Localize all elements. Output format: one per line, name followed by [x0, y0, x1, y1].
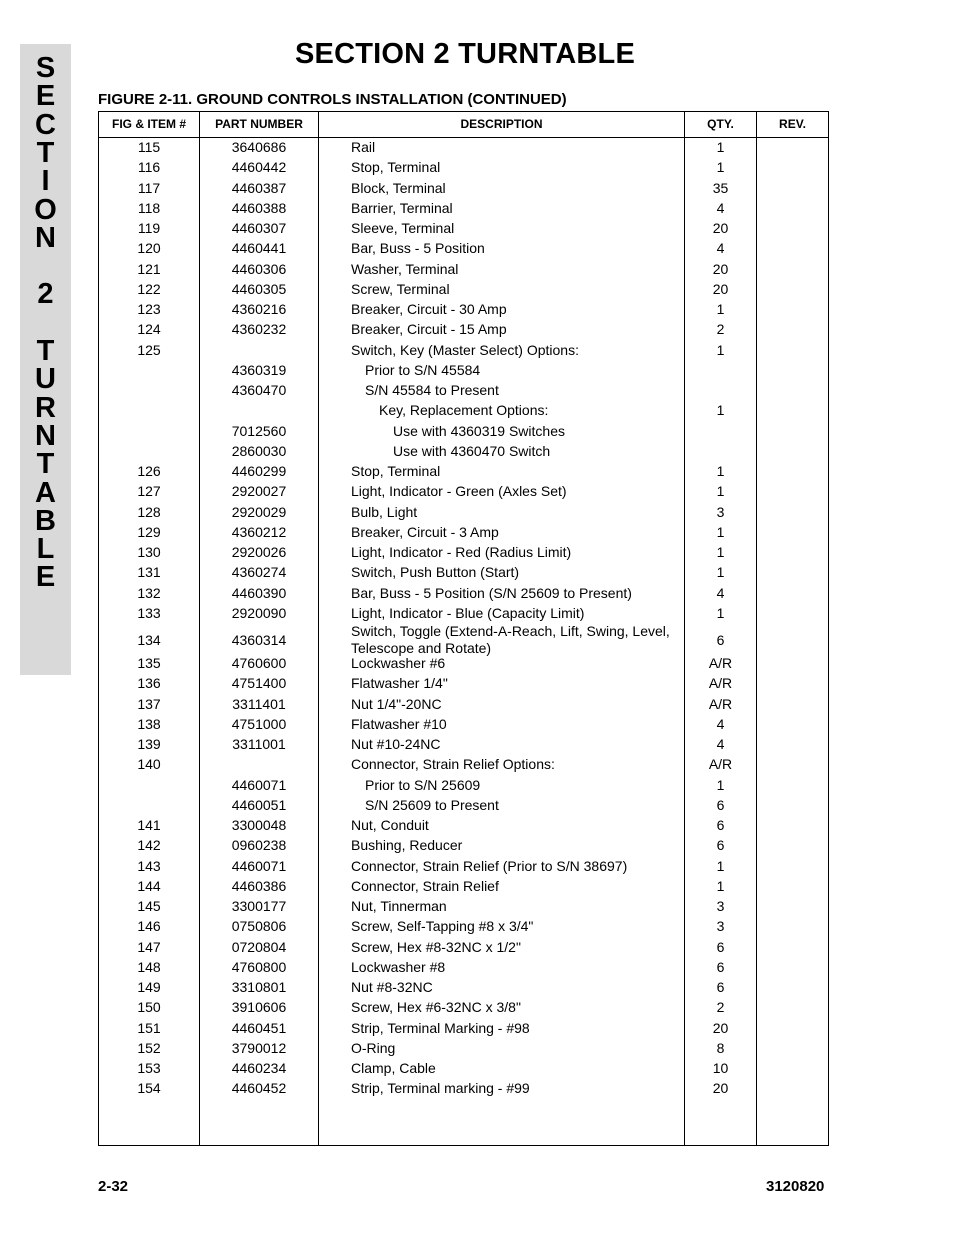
- part-number: 4360232: [231, 321, 287, 338]
- part-number: 2860030: [231, 442, 287, 459]
- part-number: 4460234: [231, 1060, 287, 1076]
- description: Stop, Terminal: [351, 159, 441, 176]
- description: Key, Replacement Options:: [379, 402, 549, 419]
- part-number: 3310801: [231, 979, 287, 995]
- part-number: 4460388: [231, 199, 287, 216]
- quantity: 35: [712, 179, 729, 196]
- part-number: 0960238: [231, 837, 287, 854]
- item-number: 115: [137, 139, 161, 155]
- quantity: 4: [716, 240, 725, 257]
- quantity: 6: [716, 632, 725, 648]
- column-divider: [318, 112, 319, 1145]
- item-number: 121: [137, 260, 161, 277]
- quantity: 10: [712, 1060, 729, 1076]
- quantity: 6: [716, 817, 725, 833]
- item-number: 147: [137, 938, 161, 955]
- part-number: 4460386: [231, 877, 287, 894]
- quantity: 1: [716, 483, 725, 500]
- side-tab-letter: I: [41, 165, 50, 198]
- side-tab-letter: R: [35, 391, 56, 424]
- description: Bar, Buss - 5 Position (S/N 25609 to Present): [351, 584, 632, 601]
- quantity: 20: [712, 1080, 729, 1097]
- part-number: 4460051: [231, 796, 287, 813]
- quantity: 1: [716, 159, 725, 176]
- part-number: 3311401: [232, 695, 286, 712]
- description: S/N 45584 to Present: [365, 382, 499, 398]
- side-tab-letter: T: [36, 448, 55, 481]
- quantity: 2: [716, 999, 725, 1016]
- quantity: 4: [716, 715, 725, 732]
- quantity: 6: [716, 837, 725, 854]
- part-number: 3790012: [231, 1039, 287, 1056]
- item-number: 128: [137, 503, 161, 520]
- section-title: SECTION 2 TURNTABLE: [295, 38, 635, 70]
- header-item: FIG & ITEM #: [111, 117, 186, 131]
- description: Bar, Buss - 5 Position: [351, 240, 485, 257]
- item-number: 138: [137, 715, 161, 732]
- part-number: 4460442: [231, 159, 287, 176]
- description: Barrier, Terminal: [351, 199, 453, 216]
- description: Connector, Strain Relief (Prior to S/N 38697): [351, 857, 628, 874]
- quantity: A/R: [708, 675, 733, 692]
- quantity: 1: [716, 402, 725, 419]
- side-tab-letter: 2: [37, 278, 54, 311]
- part-number: 4751400: [231, 675, 287, 692]
- item-number: 127: [137, 483, 161, 500]
- description: Clamp, Cable: [351, 1060, 436, 1076]
- item-number: 152: [137, 1039, 161, 1056]
- part-number: 0750806: [231, 918, 287, 935]
- item-number: 136: [137, 675, 161, 692]
- item-number: 153: [137, 1060, 161, 1076]
- description: Stop, Terminal: [351, 463, 441, 479]
- side-tab-letter: S: [35, 52, 56, 84]
- item-number: 124: [137, 321, 161, 338]
- side-tab-letter: C: [35, 108, 56, 141]
- quantity: A/R: [708, 695, 733, 712]
- quantity: 1: [716, 776, 725, 793]
- description: Light, Indicator - Blue (Capacity Limit): [351, 604, 585, 621]
- item-number: 129: [137, 523, 161, 540]
- quantity: 1: [716, 564, 725, 581]
- header-description: DESCRIPTION: [460, 117, 543, 131]
- item-number: 120: [137, 240, 161, 257]
- side-tab-letter: B: [35, 504, 56, 537]
- description: Lockwasher #6: [351, 655, 446, 671]
- description: Connector, Strain Relief Options:: [351, 756, 555, 773]
- item-number: 139: [137, 736, 161, 752]
- quantity: 1: [716, 139, 725, 155]
- item-number: 154: [137, 1080, 161, 1097]
- description: Lockwasher #8: [351, 958, 446, 975]
- description: Nut, Tinnerman: [351, 898, 447, 914]
- description: Prior to S/N 25609: [365, 776, 481, 793]
- side-tab-letter: E: [35, 561, 56, 594]
- part-number: 2920090: [231, 604, 287, 621]
- quantity: 1: [716, 523, 725, 540]
- description: Breaker, Circuit - 15 Amp: [351, 321, 507, 338]
- item-number: 135: [137, 655, 161, 671]
- quantity: 4: [716, 736, 725, 752]
- page-number: 2-32: [98, 1178, 129, 1195]
- description: Prior to S/N 45584: [365, 361, 481, 378]
- part-number: 4460441: [231, 240, 287, 257]
- item-number: 117: [137, 179, 161, 196]
- quantity: A/R: [708, 756, 733, 773]
- description: Screw, Hex #6-32NC x 3/8": [351, 999, 521, 1016]
- quantity: 20: [712, 280, 729, 297]
- header-qty: QTY.: [707, 117, 734, 131]
- item-number: 125: [137, 341, 161, 358]
- description: Connector, Strain Relief: [351, 877, 499, 894]
- description: Use with 4360470 Switch: [393, 442, 551, 459]
- quantity: 8: [716, 1039, 725, 1056]
- item-number: 130: [137, 544, 161, 560]
- description: S/N 25609 to Present: [365, 796, 499, 813]
- description: Block, Terminal: [351, 179, 446, 196]
- description: Screw, Self-Tapping #8 x 3/4": [351, 918, 534, 935]
- description: Screw, Terminal: [351, 280, 450, 297]
- quantity: 20: [712, 220, 729, 236]
- quantity: 1: [716, 544, 725, 560]
- part-number: 2920029: [231, 503, 287, 520]
- part-number: 4760600: [231, 655, 287, 671]
- item-number: 146: [137, 918, 161, 935]
- item-number: 116: [137, 159, 161, 176]
- item-number: 144: [137, 877, 161, 894]
- part-number: 3311001: [232, 736, 286, 752]
- item-number: 149: [137, 979, 161, 995]
- side-tab-letter: T: [36, 136, 55, 169]
- description: Strip, Terminal marking - #99: [351, 1080, 530, 1097]
- description: Washer, Terminal: [351, 260, 459, 277]
- part-number: 4460071: [231, 857, 287, 874]
- description: Bushing, Reducer: [351, 837, 463, 854]
- quantity: 3: [716, 898, 725, 914]
- quantity: 1: [716, 877, 725, 894]
- item-number: 126: [137, 463, 161, 479]
- item-number: 148: [137, 958, 161, 975]
- part-number: 0720804: [231, 938, 287, 955]
- part-number: 4460299: [231, 463, 287, 479]
- quantity: 1: [716, 857, 725, 874]
- description: O-Ring: [351, 1039, 396, 1056]
- part-number: 4360212: [231, 523, 287, 540]
- quantity: 1: [716, 341, 725, 358]
- quantity: 20: [712, 1019, 729, 1036]
- part-number: 4360216: [231, 301, 287, 317]
- description: Switch, Toggle (Extend-A-Reach, Lift, Swing, Level,: [351, 623, 670, 639]
- part-number: 4460306: [231, 260, 287, 277]
- item-number: 142: [137, 837, 161, 854]
- description: Rail: [351, 139, 376, 155]
- item-number: 141: [137, 817, 161, 833]
- part-number: 4751000: [231, 715, 287, 732]
- part-number: 4360274: [231, 564, 287, 581]
- quantity: 20: [712, 260, 729, 277]
- header-part-number: PART NUMBER: [215, 117, 303, 131]
- description: Nut #10-24NC: [351, 736, 441, 752]
- part-number: 4460452: [231, 1080, 287, 1097]
- item-number: 122: [137, 280, 161, 297]
- part-number: 4360319: [231, 361, 287, 378]
- quantity: A/R: [708, 655, 733, 671]
- part-number: 2920026: [231, 544, 287, 560]
- part-number: 4360470: [231, 382, 287, 398]
- part-number: 3910606: [231, 999, 287, 1016]
- part-number: 4460071: [231, 776, 287, 793]
- side-tab-letter: O: [34, 193, 57, 226]
- quantity: 3: [716, 503, 725, 520]
- description: Light, Indicator - Green (Axles Set): [351, 483, 567, 500]
- part-number: 3300177: [231, 898, 287, 914]
- header-divider: [99, 137, 828, 138]
- description: Light, Indicator - Red (Radius Limit): [351, 544, 572, 560]
- description: Use with 4360319 Switches: [393, 422, 565, 439]
- item-number: 143: [137, 857, 161, 874]
- quantity: 1: [716, 301, 725, 317]
- side-tab-letter: N: [35, 221, 56, 254]
- item-number: 132: [137, 584, 161, 601]
- description: Switch, Push Button (Start): [351, 564, 520, 581]
- quantity: 3: [716, 918, 725, 935]
- part-number: 4460390: [231, 584, 287, 601]
- description-continued: Telescope and Rotate): [351, 640, 492, 656]
- item-number: 134: [137, 632, 161, 648]
- side-tab-letter: T: [36, 335, 55, 367]
- figure-title: FIGURE 2-11. GROUND CONTROLS INSTALLATION (CONTINUED): [98, 91, 567, 108]
- quantity: 2: [716, 321, 725, 338]
- item-number: 145: [137, 898, 161, 914]
- side-tab-letter: L: [36, 533, 55, 566]
- part-number: 4360314: [231, 632, 287, 648]
- item-number: 118: [137, 199, 161, 216]
- part-number: 2920027: [231, 483, 287, 500]
- item-number: 137: [137, 695, 161, 712]
- item-number: 150: [137, 999, 161, 1016]
- side-tab-letter: A: [35, 476, 56, 509]
- quantity: 6: [716, 796, 725, 813]
- quantity: 1: [716, 604, 725, 621]
- item-number: 131: [137, 564, 161, 581]
- quantity: 1: [716, 463, 725, 479]
- quantity: 6: [716, 958, 725, 975]
- parts-table: [98, 111, 829, 1146]
- description: Flatwasher 1/4": [351, 675, 448, 692]
- side-tab-letter: E: [35, 80, 56, 113]
- item-number: 119: [137, 220, 161, 236]
- description: Breaker, Circuit - 30 Amp: [351, 301, 507, 317]
- part-number: 4460307: [231, 220, 287, 236]
- description: Sleeve, Terminal: [351, 220, 455, 236]
- description: Nut #8-32NC: [351, 979, 433, 995]
- quantity: 6: [716, 979, 725, 995]
- quantity: 4: [716, 199, 725, 216]
- side-tab-letter: U: [35, 363, 56, 396]
- header-rev: REV.: [779, 117, 806, 131]
- quantity: 4: [716, 584, 725, 601]
- quantity: 6: [716, 938, 725, 955]
- description: Flatwasher #10: [351, 715, 447, 732]
- part-number: 7012560: [231, 422, 287, 439]
- description: Nut, Conduit: [351, 817, 429, 833]
- side-tab-letter: N: [35, 419, 56, 452]
- document-number: 3120820: [766, 1178, 825, 1195]
- part-number: 4760800: [231, 958, 287, 975]
- part-number: 3640686: [231, 139, 287, 155]
- part-number: 4460451: [231, 1019, 287, 1036]
- item-number: 151: [137, 1019, 161, 1036]
- part-number: 4460387: [231, 179, 287, 196]
- description: Strip, Terminal Marking - #98: [351, 1019, 530, 1036]
- item-number: 133: [137, 604, 161, 621]
- section-side-tab: [20, 44, 71, 675]
- description: Switch, Key (Master Select) Options:: [351, 341, 579, 358]
- part-number: 4460305: [231, 280, 287, 297]
- description: Bulb, Light: [351, 503, 418, 520]
- item-number: 140: [137, 756, 161, 773]
- description: Breaker, Circuit - 3 Amp: [351, 523, 499, 540]
- item-number: 123: [137, 301, 161, 317]
- description: Nut 1/4"-20NC: [351, 695, 442, 712]
- column-divider: [756, 112, 757, 1145]
- description: Screw, Hex #8-32NC x 1/2": [351, 938, 521, 955]
- part-number: 3300048: [231, 817, 287, 833]
